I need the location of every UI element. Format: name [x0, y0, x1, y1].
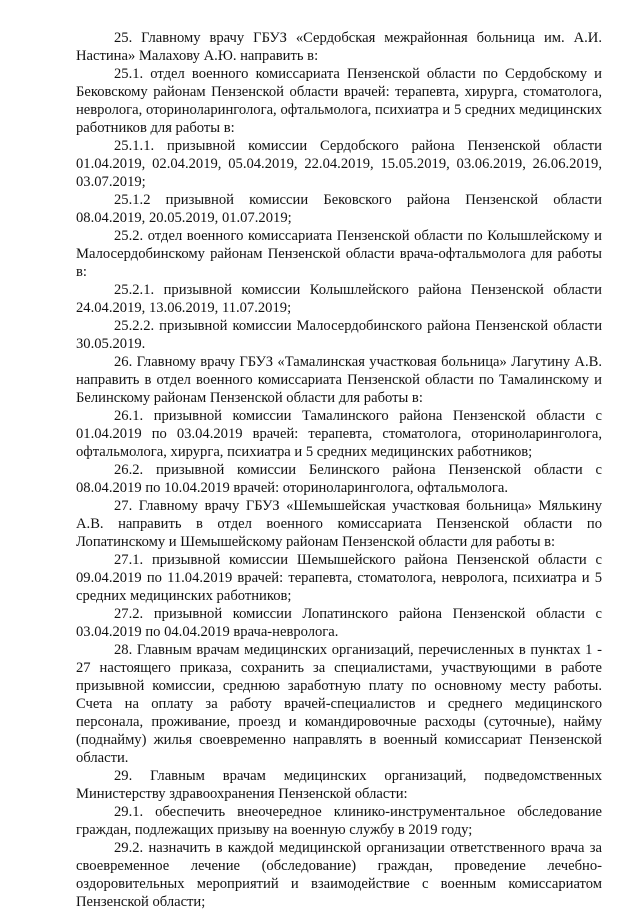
paragraph-25-1-1: 25.1.1. призывной комиссии Сердобского района Пензенской области 01.04.2019, 02.04.2019, 05.04.2019, 22.04.2019, 15.05.2019, 03.06.2019, 26.06.2019, 03.07.2019; — [76, 138, 602, 190]
paragraph-29-1: 29.1. обеспечить внеочередное клинико-инструментальное обследование граждан, подлежащих призыву на военную службу в 2019 году; — [76, 804, 602, 838]
paragraph-29: 29. Главным врачам медицинских организаций, подведомственных Министерству здравоохранения Пензенской области: — [76, 768, 602, 802]
paragraph-25: 25. Главному врачу ГБУЗ «Сердобская межрайонная больница им. А.И. Настина» Малахову А.Ю. направить в: — [76, 30, 602, 64]
paragraph-29-2: 29.2. назначить в каждой медицинской организации ответственного врача за своевременное лечение (обследование) граждан, проведение лечебно-оздоровительных мероприятий и взаимодействие с военным комиссариатом Пензенской области; — [76, 840, 602, 910]
paragraph-25-1-2: 25.1.2 призывной комиссии Бековского района Пензенской области 08.04.2019, 20.05.2019, 01.07.2019; — [76, 192, 602, 226]
paragraph-26: 26. Главному врачу ГБУЗ «Тамалинская участковая больница» Лагутину А.В. направить в отдел военного комиссариата Пензенской области по Тамалинскому и Белинскому районам Пензенской области для работы в: — [76, 354, 602, 406]
paragraph-27-2: 27.2. призывной комиссии Лопатинского района Пензенской области с 03.04.2019 по 04.04.2019 врача-невролога. — [76, 606, 602, 640]
paragraph-26-1: 26.1. призывной комиссии Тамалинского района Пензенской области с 01.04.2019 по 03.04.2019 врачей: терапевта, стоматолога, оториноларинголога, офтальмолога, хирурга, психиатра и 5 средних медицинских работников; — [76, 408, 602, 460]
paragraph-25-1: 25.1. отдел военного комиссариата Пензенской области по Сердобскому и Бековскому районам Пензенской области врачей: терапевта, хирурга, стоматолога, невролога, оториноларинголога, офтальмолога, психиатра и 5 средних медицинских работников для работы в: — [76, 66, 602, 136]
paragraph-26-2: 26.2. призывной комиссии Белинского района Пензенской области с 08.04.2019 по 10.04.2019 врачей: оториноларинголога, офтальмолога. — [76, 462, 602, 496]
paragraph-27-1: 27.1. призывной комиссии Шемышейского района Пензенской области с 09.04.2019 по 11.04.2019 врачей: терапевта, стоматолога, невролога, психиатра и 5 средних медицинских работников; — [76, 552, 602, 604]
paragraph-27: 27. Главному врачу ГБУЗ «Шемышейская участковая больница» Мялькину А.В. направить в отдел военного комиссариата Пензенской области по Лопатинскому и Шемышейскому районам Пензенской области для работы в: — [76, 498, 602, 550]
paragraph-25-2-1: 25.2.1. призывной комиссии Колышлейского района Пензенской области 24.04.2019, 13.06.2019, 11.07.2019; — [76, 282, 602, 316]
paragraph-25-2-2: 25.2.2. призывной комиссии Малосердобинского района Пензенской области 30.05.2019. — [76, 318, 602, 352]
paragraph-28: 28. Главным врачам медицинских организаций, перечисленных в пунктах 1 - 27 настоящего приказа, сохранить за специалистами, участвующими в работе призывной комиссии, среднюю заработную плату по основному месту работы. Счета на оплату за работу врачей-специалистов и среднего медицинского персонала, проживание, проезд и командировочные расходы (суточные), найму (поднайму) жилья своевременно направлять в военный комиссариат Пензенской области. — [76, 642, 602, 766]
paragraph-25-2: 25.2. отдел военного комиссариата Пензенской области по Колышлейскому и Малосердобинскому районам Пензенской области врача-офтальмолога для работы в: — [76, 228, 602, 280]
